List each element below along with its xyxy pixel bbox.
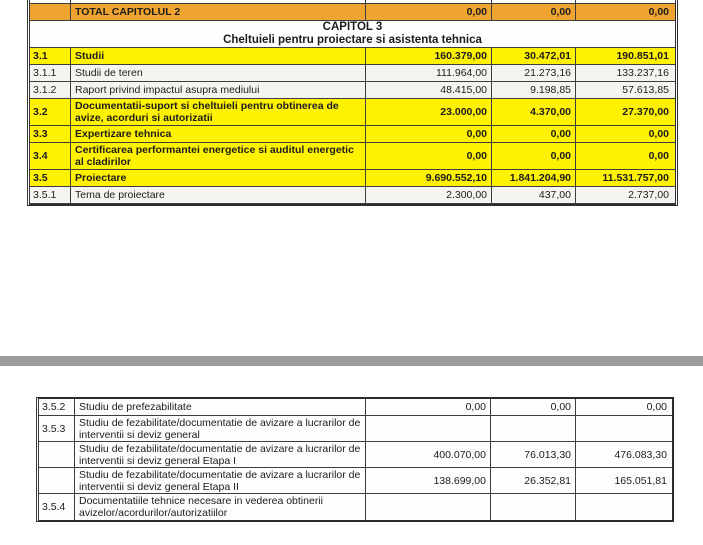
cell-label: Studiu de fezabilitate/documentatie de avizare a lucrarilor de interventii si deviz general Etapa II [74, 468, 365, 493]
cell-label: TOTAL CAPITOLUL 2 [70, 4, 365, 20]
cell-code [39, 468, 74, 493]
cell-value-1: 23.000,00 [365, 99, 491, 125]
table-row [30, 99, 675, 126]
cell-value-2: 76.013,30 [490, 442, 575, 467]
cell-code: 3.5.1 [33, 189, 57, 201]
table-row [30, 187, 675, 204]
cell-value-1: 111.964,00 [365, 65, 491, 81]
chapter-3-header [30, 21, 675, 48]
cell-value-3: 11.531.757,00 [575, 170, 673, 186]
cell-value-1: 2.300,00 [365, 187, 491, 203]
cell-value-1: 160.379,00 [365, 48, 491, 64]
cell-code [30, 4, 70, 20]
cell-code: 3.1.2 [33, 84, 57, 96]
cell-value-1: 138.699,00 [365, 468, 490, 493]
cell-value-1: 0,00 [365, 4, 491, 20]
cell-value-3 [575, 416, 671, 441]
cell-code [39, 442, 74, 467]
cell-code [30, 0, 70, 3]
chapter-title: CAPITOL 3 [322, 21, 383, 33]
table-row [39, 468, 672, 494]
cell-value-1: 48.415,00 [365, 82, 491, 98]
cell-label: Studiu de prefezabilitate [74, 399, 365, 415]
cell-value-2: 437,00 [491, 187, 575, 203]
cell-label: Proiectare [70, 170, 365, 186]
cell-value-1: 9.690.552,10 [365, 170, 491, 186]
cell-code: 3.4 [33, 150, 48, 162]
cell-label: Studii de teren [70, 65, 365, 81]
cell-label: Studiu de fezabilitate/documentatie de avizare a lucrarilor de interventii si deviz general [74, 416, 365, 441]
cell-code: 3.1 [33, 50, 48, 62]
cell-value-2: 0,00 [491, 4, 575, 20]
chapter-subtitle: Cheltuieli pentru proiectare si asistenta tehnica [223, 34, 482, 46]
cell-value-1 [365, 494, 490, 520]
cell-value [575, 0, 673, 3]
upper-table-body [30, 48, 675, 204]
cell-value-2: 21.273,16 [491, 65, 575, 81]
cell-value-3: 133.237,16 [575, 65, 673, 81]
table-row [30, 65, 675, 82]
cell-label: Studiu de fezabilitate/documentatie de avizare a lucrarilor de interventii si deviz general Etapa I [74, 442, 365, 467]
cell-value-3: 57.613,85 [575, 82, 673, 98]
cell-code: 3.2 [33, 106, 48, 118]
cell-value-3: 0,00 [575, 126, 673, 142]
table-row [39, 442, 672, 468]
cell-value-1: 0,00 [365, 126, 491, 142]
cell-code: 3.5.2 [42, 401, 66, 413]
cell-value-2: 4.370,00 [491, 99, 575, 125]
cell-label: Raport privind impactul asupra mediului [70, 82, 365, 98]
cell-value-2 [490, 494, 575, 520]
table-row [30, 170, 675, 187]
cell-label [70, 0, 365, 3]
cell-value [365, 0, 491, 3]
cell-label: Documentatiile tehnice necesare in vederea obtinerii avizelor/acordurilor/autorizatiilor [74, 494, 365, 520]
cell-code: 3.3 [33, 128, 48, 140]
table-row [30, 143, 675, 170]
cell-label: Expertizare tehnica [70, 126, 365, 142]
cell-value-2: 30.472,01 [491, 48, 575, 64]
cell-value-3 [575, 494, 671, 520]
cell-value-3: 190.851,01 [575, 48, 673, 64]
cell-code: 3.1.1 [33, 67, 57, 79]
cell-code: 3.5.3 [42, 422, 66, 435]
table-row [39, 494, 672, 520]
cell-value-3: 165.051,81 [575, 468, 671, 493]
cell-value-3: 0,00 [575, 399, 671, 415]
cell-code: 3.5.4 [42, 501, 66, 513]
table-row [30, 82, 675, 99]
cell-value-2: 0,00 [491, 143, 575, 169]
cell-value-2: 9.198,85 [491, 82, 575, 98]
table-row [30, 126, 675, 143]
cell-value-2: 0,00 [491, 126, 575, 142]
cell-value-3: 2.737,00 [575, 187, 673, 203]
cell-label: Tema de proiectare [70, 187, 365, 203]
table-row [30, 48, 675, 65]
cell-value-3: 476.083,30 [575, 442, 671, 467]
total-capitolul-2-row [30, 4, 675, 21]
cost-table-lower [36, 397, 674, 522]
cell-value-1: 0,00 [365, 399, 490, 415]
lower-table-body [39, 399, 672, 520]
cell-code: 3.5 [33, 172, 48, 184]
cell-value-3: 27.370,00 [575, 99, 673, 125]
cell-label: Studii [70, 48, 365, 64]
cell-value-3: 0,00 [575, 4, 673, 20]
cell-value-2: 0,00 [490, 399, 575, 415]
cell-label: Documentatii-suport si cheltuieli pentru obtinerea de avize, acorduri si autorizatii [70, 99, 365, 125]
cost-table-upper [27, 0, 678, 206]
table-row [39, 399, 672, 416]
cell-value-2 [490, 416, 575, 441]
cell-value [491, 0, 575, 3]
cell-value-1: 0,00 [365, 143, 491, 169]
cell-value-3: 0,00 [575, 143, 673, 169]
cell-label: Certificarea performantei energetice si auditul energetic al cladirilor [70, 143, 365, 169]
cell-value-1 [365, 416, 490, 441]
cell-value-2: 26.352,81 [490, 468, 575, 493]
cell-value-2: 1.841.204,90 [491, 170, 575, 186]
table-row [39, 416, 672, 442]
page-separator-bar [0, 356, 703, 366]
cell-value-1: 400.070,00 [365, 442, 490, 467]
